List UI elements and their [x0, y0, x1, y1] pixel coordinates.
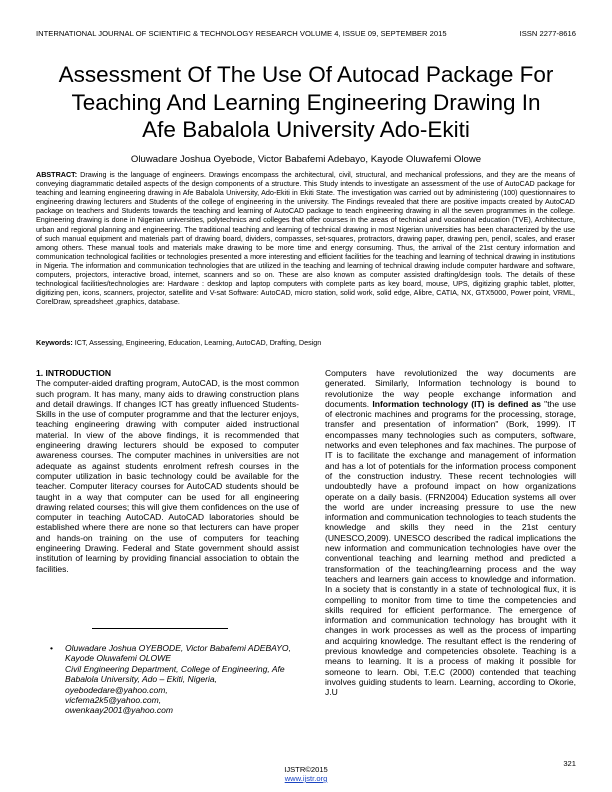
intro-paragraph: The computer-aided drafting program, AutoCAD, is the most common such program. It has many, many aids to drawing construction plans and detail drawings. If changes ICT has greatly influenced Students-Skills in the use of computer programme and that the lecturer enjoys, teaching engineering drawing with computer aided instructional material. In view of the above findings, it is recommended that engineering drawing lecturers should be exposed to computer awareness courses. The computer machines in universities are not adequate as against students enrolment refresh courses in the computer utilization in basic technology could be available for the teacher. Computer literacy courses for AutoCAD students should be taught in a way that computer can be used for all engineering drawing related courses; this will give them confidences on the use of computer in teaching AutoCAD. AutoCAD laboratories should be established where there are none so that lecturers can have proper and hands-on training on the use of computers for teaching engineering Drawing. Federal and State government should assist institution of learning by providing financial association to obtain the facilities. [36, 378, 299, 574]
it-definition-bold: Information technology (IT) is defined as [372, 398, 541, 409]
title-line-3: Afe Babalola University Ado-Ekiti [142, 117, 470, 142]
title-line-2: Teaching And Learning Engineering Drawing In [71, 89, 541, 115]
running-header [36, 29, 576, 38]
footnote-separator [92, 628, 228, 629]
journal-website-link[interactable]: www.ijstr.org [284, 774, 328, 783]
abstract-label: ABSTRACT: [36, 170, 78, 179]
affiliation-authors: Oluwadare Joshua OYEBODE, Victor Babafemi ADEBAYO, Kayode Oluwafemi OLOWE [65, 643, 291, 664]
footer-copyright: IJSTR©2015 [284, 765, 328, 774]
journal-name: INTERNATIONAL JOURNAL OF SCIENTIFIC & TECHNOLOGY RESEARCH VOLUME 4, ISSUE 09, SEPTEMBER 2015 [36, 29, 447, 38]
abstract-text: Drawing is the language of engineers. Drawings encompass the architectural, civil, structural, and mechanical professions, and they are the means of conveying diagrammatic detailed aspects of the design components of a structure. This Study intends to investigate an assessment of the use of AutoCAD package for teaching and learning engineering drawing in Afe Babalola University, Ado-Ekiti in Ekiti State. The investigation was carried out by administering (100) questionnaires to engineering drawing lecturers and Students of the college of engineering in the university. The Findings revealed that there are positive impacts created by AutoCAD package on teachers and Students towards the teaching and learning of AutoCAD package to teach engineering drawing in all the seven programmes in the college. Engineering drawing is done in Nigerian universities, polytechnics and colleges that offer courses in the areas of technical and vocational education (TVE), Architecture, urban and regional planning and engineering. The traditional teaching and learning of technical drawing in most Nigerian universities has been characterized by the use of such manual equipment and materials part of drawing board, dividers, compasses, set-squares, protractors, drawing paper, drawing pen, pencil, scales, and eraser among others. These manual tools and materials make drawing to be more time and energy consuming. Thus, the arrival of the 21st century information and communication technological facilities or technologies presented a more interesting and efficient facilities for the teaching and learning of technical drawing in institutions in Nigeria. The information and communication technologies that are utilized in the teaching and learning of technical drawing include computer hardware and software, computers, projectors, interactive broad, internet, scanners and so on. These are also known as computer assisted drafting/design tools. The details of these technological facilities/technologies are: Hardware : desktop and laptop computers with complete parts as key board, mouse, UPS, digitizing graphic tablet, plotter, digitizing pen, icons, scanners, projector, satellite and V-sat Software: AutoCAD, micro station, solid work, solid edge, Alibre, CATIA, NX, GTX5000, Power point, VRML, CorelDraw, spreadsheet ,graphics, database. [36, 170, 576, 307]
email-3: owenkaay2001@yahoo.com [65, 705, 173, 716]
left-column [36, 368, 299, 574]
keywords [36, 338, 576, 347]
page-number: 321 [563, 759, 576, 768]
right-column [325, 368, 576, 698]
author-list: Oluwadare Joshua Oyebode, Victor Babafemi Adebayo, Kayode Oluwafemi Olowe [130, 154, 482, 165]
email-1: oyebodedare@yahoo.com, [65, 684, 168, 695]
paper-title [30, 61, 582, 144]
right-paragraph-part-1: Computers have revolutionized the way documents are generated. Similarly, Information technology is bound to revolutionize the way people exchange information and documents. [325, 368, 576, 409]
email-2: vicfema2k5@yahoo.com, [65, 695, 162, 706]
author-affiliation [46, 643, 292, 716]
bullet-icon: • [50, 643, 53, 653]
page-footer [0, 765, 612, 783]
issn: ISSN 2277-8616 [519, 29, 576, 38]
right-paragraph-part-2: "the use of electronic machines and programs for the processing, storage, transfer and presentation of information" (Bork, 1999). IT encompasses many technologies such as computers, software, networks and even telephones and fax machines. The purpose of IT is to facilitate the exchange and management of information and has a lot of potentials for the information process component of the construction industry. These recent technologies will undoubtedly have a profound impact on how organizations operate on a daily basis. (FRN2004) Education systems all over the world are under increasing pressure to use the new information and communication technologies to teach students the knowledge and skills they need in the 21st century (UNESCO,2009). UNESCO described the radical implications the new information and communication technologies have over the conventional teaching and learning method and predicted a transformation of the teaching/learning process and the way teachers and learners gain access to knowledge and information. In a society that is constantly in a state of technological flux, it is compelling to monitor from time to time the competencies and skills required for efficient performance. The emergence of information and communication technology has brought with it changes in work processes as well as the process of imparting and acquiring knowledge. The resultant effect is the rendering of previous knowledge and competencies obsolete. Teaching is a means to learning. It is a process of making it possible for someone to learn. Obi, T.E.C (2000) contended that teaching involves guiding students to learn. Learning, according to Okorie, J.U [325, 398, 577, 698]
keywords-label: Keywords: [36, 338, 73, 347]
section-heading: 1. INTRODUCTION [36, 368, 112, 378]
abstract [36, 170, 575, 306]
title-line-1: Assessment Of The Use Of Autocad Package For [58, 62, 554, 87]
keywords-text: ICT, Assessing, Engineering, Education, Learning, AutoCAD, Drafting, Design [74, 338, 322, 347]
affiliation-department: Civil Engineering Department, College of Engineering, Afe Babalola University, Ado – Ekiti, Nigeria, [65, 663, 285, 685]
